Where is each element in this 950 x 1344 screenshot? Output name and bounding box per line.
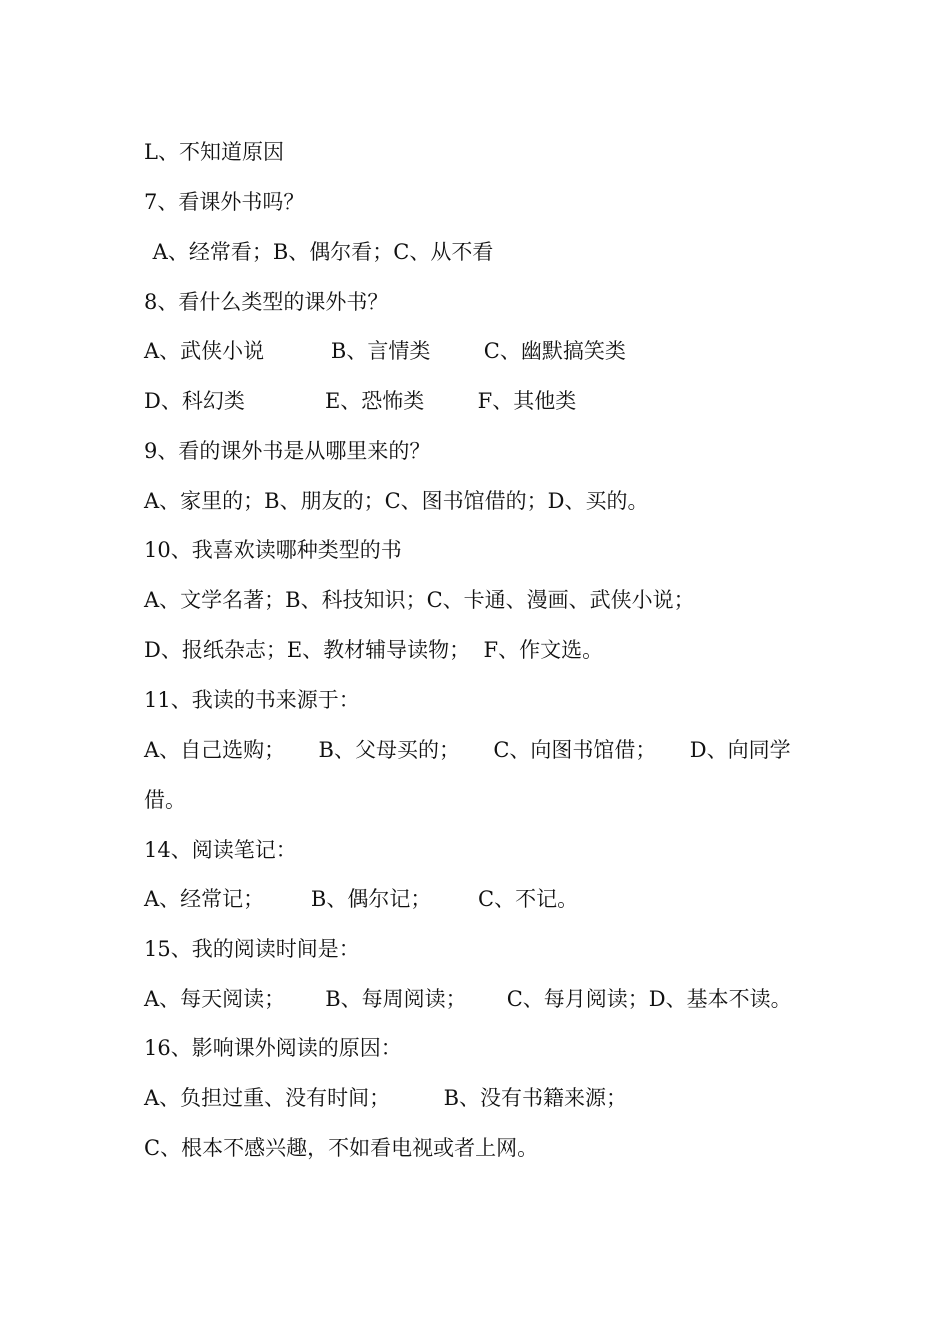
question-8: 8、看什么类型的课外书？ [144, 290, 389, 314]
question-9-options: A、家里的；B、朋友的；C、图书馆借的；D、买的。 [144, 489, 649, 513]
question-7: 7、看课外书吗？ [144, 190, 305, 214]
question-11: 11、我读的书来源于： [144, 688, 360, 712]
question-10-options-row-2: D、报纸杂志；E、教材辅导读物； F、作文选。 [144, 638, 604, 662]
question-9: 9、看的课外书是从哪里来的？ [144, 439, 431, 463]
question-15: 15、我的阅读时间是： [144, 937, 360, 961]
question-15-options: A、每天阅读； B、每周阅读； C、每月阅读；D、基本不读。 [144, 987, 792, 1011]
question-10: 10、我喜欢读哪种类型的书 [144, 538, 402, 562]
question-11-options: A、自己选购； B、父母买的； C、向图书馆借； D、向同学 [144, 738, 791, 762]
question-7-options: A、经常看；B、偶尔看；C、从不看 [146, 240, 494, 264]
question-11-options-wrap: 借。 [144, 788, 186, 812]
question-10-options-row-1: A、文学名著；B、科技知识；C、卡通、漫画、武侠小说； [144, 588, 695, 612]
question-16-options-row-2: C、根本不感兴趣，不如看电视或者上网。 [144, 1136, 539, 1160]
option-l-unknown-reason: L、不知道原因 [144, 140, 284, 164]
question-16: 16、影响课外阅读的原因： [144, 1036, 402, 1060]
question-16-options-row-1: A、负担过重、没有时间； B、没有书籍来源； [144, 1086, 627, 1110]
question-14-options: A、经常记； B、偶尔记； C、不记。 [144, 887, 579, 911]
question-8-options-row-1: A、武侠小说 B、言情类 C、幽默搞笑类 [144, 339, 626, 363]
question-14: 14、阅读笔记： [144, 838, 297, 862]
question-8-options-row-2: D、科幻类 E、恐怖类 F、其他类 [144, 389, 577, 413]
